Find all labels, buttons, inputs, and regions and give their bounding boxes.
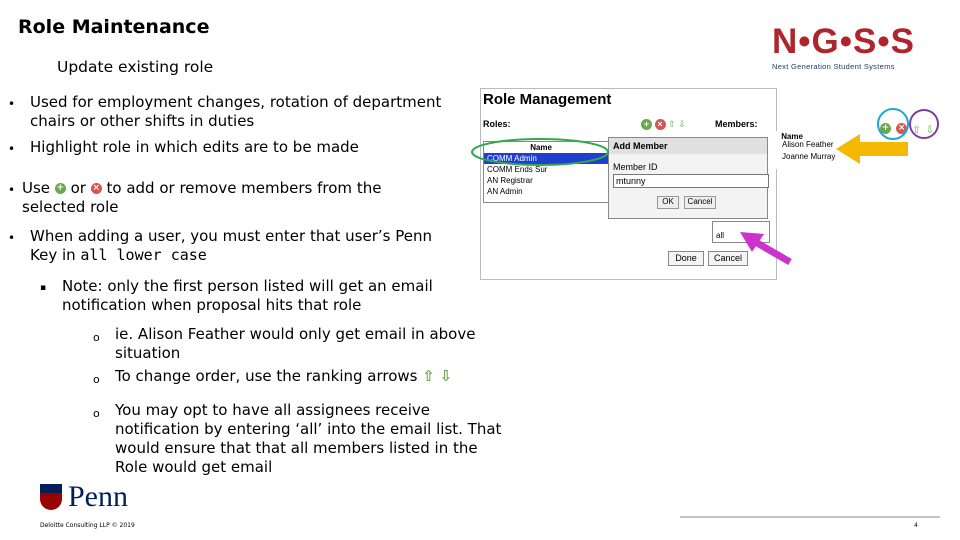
all-lower-case-emphasis: all lower case: [80, 246, 207, 264]
members-remove-icon[interactable]: ×: [897, 123, 906, 133]
square-bullet-icon: ▪: [40, 283, 47, 293]
bullet-text: Highlight role in which edits are to be made: [30, 138, 359, 156]
circle-bullet-icon: o: [93, 331, 100, 344]
member-id-label: Member ID: [613, 162, 658, 172]
ok-button[interactable]: OK: [657, 196, 679, 209]
bullet-dot-icon: •: [8, 231, 16, 245]
ngss-logo-text: N•G•S•S: [772, 22, 915, 61]
add-member-icon: +: [56, 183, 65, 193]
rank-up-arrow-icon: ⇧: [422, 367, 435, 385]
member-row[interactable]: Joanne Murray: [782, 152, 836, 161]
members-down-icon[interactable]: ⇩: [925, 125, 935, 136]
ngss-logo-subtitle: Next Generation Student Systems: [772, 62, 895, 71]
role-row[interactable]: COMM Ends Sur: [487, 165, 548, 174]
rank-down-arrow-icon: ⇩: [439, 367, 453, 385]
penn-logo: [40, 480, 160, 516]
roles-name-header: Name: [530, 143, 552, 152]
bullet-dot-icon: •: [8, 142, 16, 156]
bullet-text-rest: to add or remove members from the selected role: [22, 179, 382, 216]
sub-item-text-ranking: To change order, use the ranking arrows: [115, 367, 418, 385]
members-name-header: Name: [781, 132, 803, 141]
selected-role-highlight-circle: [472, 139, 608, 165]
bullet-text-penn-key: When adding a user, you must enter that user’s Penn Key in: [30, 227, 432, 264]
rank-arrows-highlight-circle: [910, 110, 938, 138]
roles-add-icon[interactable]: +: [641, 119, 652, 130]
roles-up-icon[interactable]: ⇧: [668, 119, 676, 129]
member-row[interactable]: Alison Feather: [782, 140, 834, 149]
penn-shield-icon: [40, 484, 62, 510]
add-remove-highlight-circle: [878, 109, 908, 139]
note-text: Note: only the first person listed will get an email notification when proposal hits that role: [62, 277, 433, 314]
email-field-value: all: [716, 231, 725, 240]
bullet-dot-icon: •: [8, 97, 16, 111]
bullet-text: Used for employment changes, rotation of department chairs or other shifts in duties: [30, 93, 442, 130]
page-number: 4: [914, 522, 918, 529]
role-row[interactable]: AN Registrar: [487, 176, 533, 185]
panel-cancel-button[interactable]: Cancel: [708, 251, 748, 266]
magenta-arrow-icon: [740, 232, 790, 262]
sub-item-text: You may opt to have all assignees receive notification by entering ‘all’ into the email list. That would ensure that that all members listed in the Role would get email: [115, 401, 502, 476]
bullet-text-or: or: [70, 179, 86, 197]
remove-member-icon: ×: [92, 183, 100, 193]
bullet-text-use: Use: [22, 179, 51, 197]
penn-logo-text: Penn: [68, 480, 128, 513]
roles-label: Roles:: [483, 119, 511, 129]
dialog-cancel-button[interactable]: Cancel: [684, 196, 716, 209]
page-subtitle: Update existing role: [57, 58, 214, 76]
footer-copyright: Deloitte Consulting LLP © 2019: [40, 522, 135, 529]
members-add-icon[interactable]: +: [881, 123, 890, 133]
done-button[interactable]: Done: [668, 251, 704, 266]
add-member-dialog-title: Add Member: [609, 138, 767, 154]
roles-down-icon[interactable]: ⇩: [678, 119, 686, 129]
role-row-selected[interactable]: COMM Admin: [484, 153, 612, 164]
roles-remove-icon[interactable]: ×: [655, 119, 666, 130]
circle-bullet-icon: o: [93, 373, 100, 386]
members-label: Members:: [715, 119, 758, 129]
sub-item-text: ie. Alison Feather would only get email in above situation: [115, 325, 476, 362]
role-management-title: Role Management: [483, 91, 612, 108]
members-up-icon[interactable]: ⇧: [912, 125, 921, 136]
bullet-dot-icon: •: [8, 183, 16, 197]
role-row[interactable]: AN Admin: [487, 187, 523, 196]
page-title: Role Maintenance: [18, 16, 210, 38]
circle-bullet-icon: o: [93, 407, 100, 420]
